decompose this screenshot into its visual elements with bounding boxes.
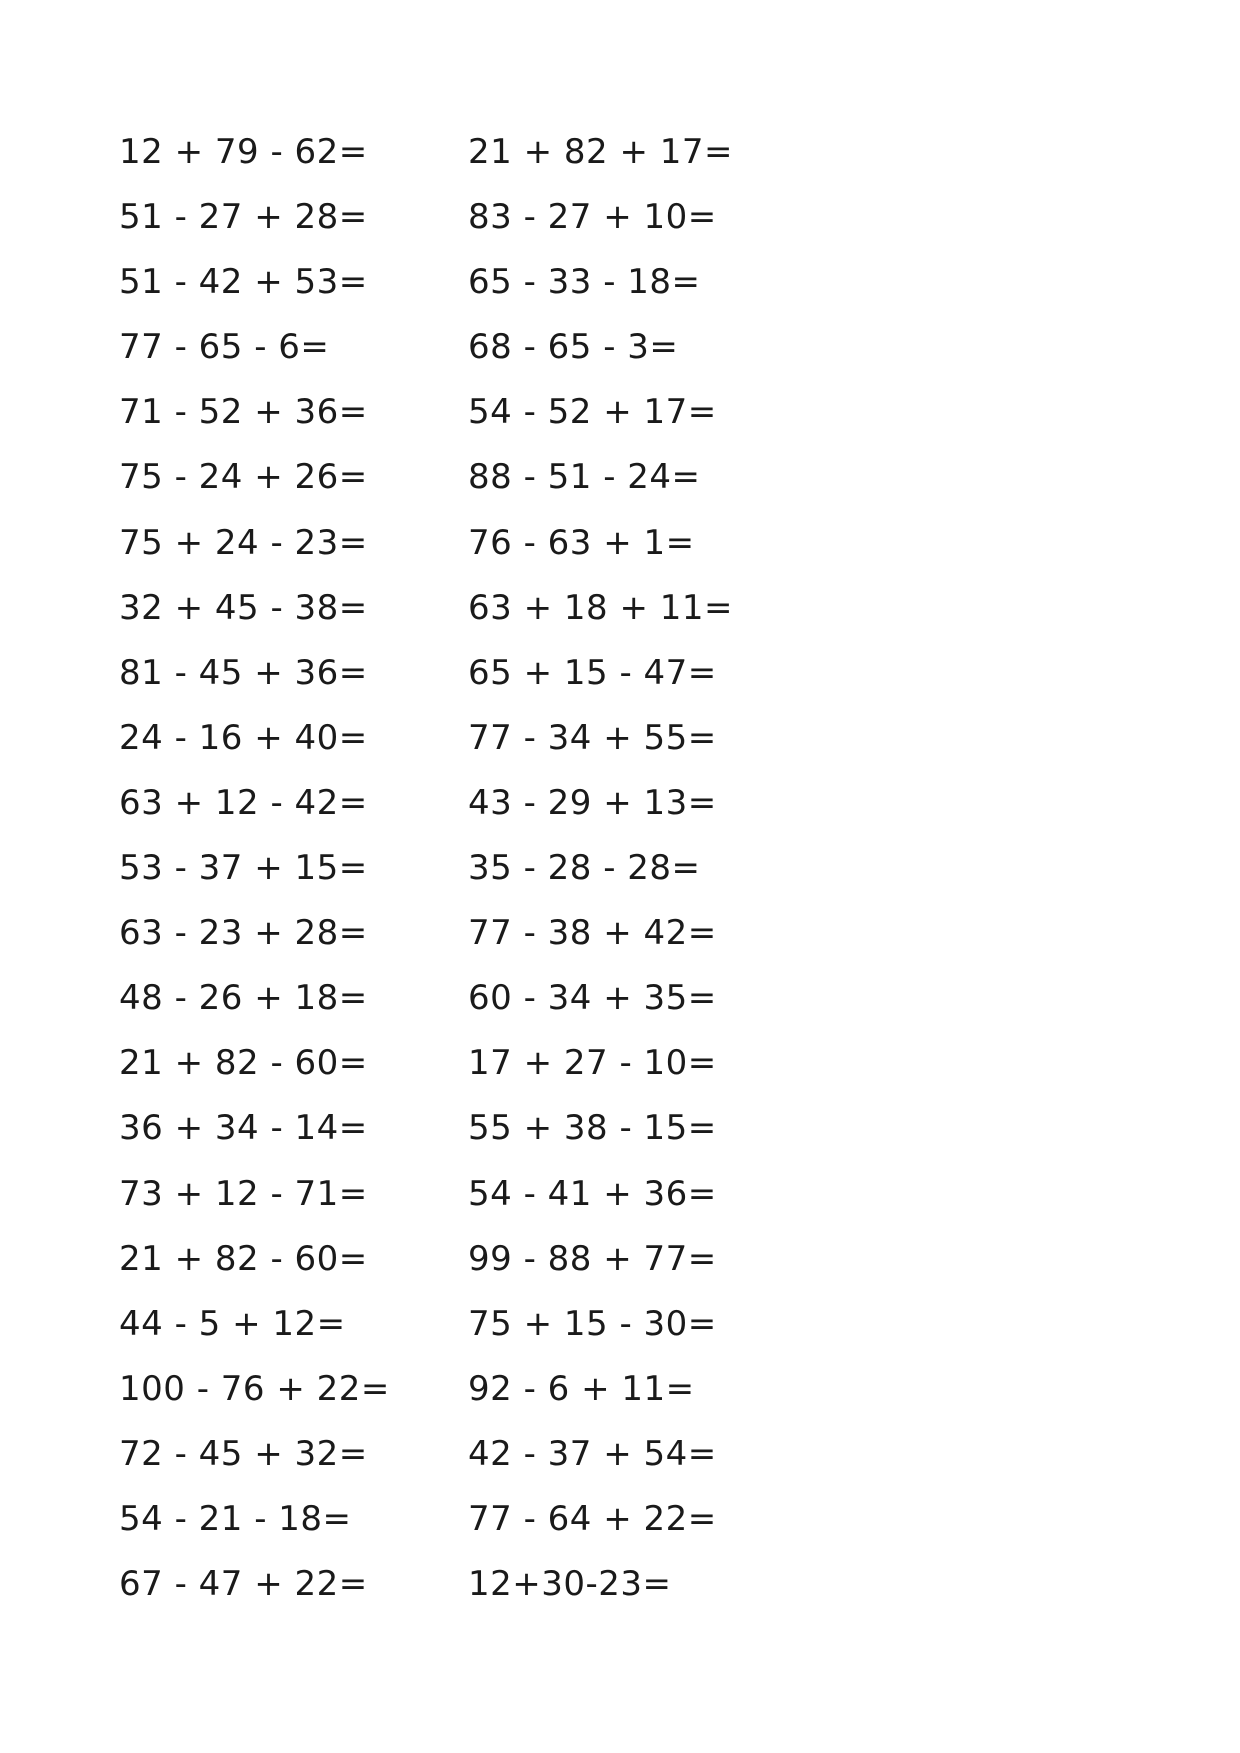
math-problem: 48 - 26 + 18= — [119, 978, 368, 1019]
math-problem: 75 - 24 + 26= — [119, 457, 368, 498]
math-problem: 54 - 41 + 36= — [468, 1173, 717, 1214]
math-problem: 12+30-23= — [468, 1564, 672, 1605]
math-problem: 21 + 82 - 60= — [119, 1043, 368, 1084]
math-problem: 21 + 82 + 17= — [468, 132, 733, 172]
math-problem: 12 + 79 - 62= — [119, 132, 368, 172]
math-problem: 32 + 45 - 38= — [119, 587, 368, 628]
math-problem: 53 - 37 + 15= — [119, 848, 368, 889]
math-problem: 77 - 64 + 22= — [468, 1498, 717, 1539]
math-problem: 76 - 63 + 1= — [468, 522, 695, 563]
math-problem: 77 - 65 - 6= — [119, 327, 330, 368]
math-problem: 100 - 76 + 22= — [119, 1368, 390, 1409]
math-problem: 65 - 33 - 18= — [468, 262, 701, 303]
math-problem: 81 - 45 + 36= — [119, 652, 368, 693]
math-problem: 55 + 38 - 15= — [468, 1108, 717, 1149]
math-problem: 77 - 34 + 55= — [468, 717, 717, 758]
math-problem: 36 + 34 - 14= — [119, 1108, 368, 1149]
math-problem: 77 - 38 + 42= — [468, 913, 717, 954]
math-problem: 68 - 65 - 3= — [468, 327, 679, 368]
math-problem: 83 - 27 + 10= — [468, 197, 717, 238]
left-problem-column — [119, 120, 390, 1617]
math-problem: 75 + 24 - 23= — [119, 522, 368, 563]
math-problem: 63 + 12 - 42= — [119, 782, 368, 823]
math-problem: 63 + 18 + 11= — [468, 587, 733, 628]
right-problem-column — [468, 120, 733, 1617]
math-problem: 60 - 34 + 35= — [468, 978, 717, 1019]
math-problem: 92 - 6 + 11= — [468, 1368, 695, 1409]
math-problem: 63 - 23 + 28= — [119, 913, 368, 954]
math-problem: 21 + 82 - 60= — [119, 1238, 368, 1279]
math-problem: 67 - 47 + 22= — [119, 1564, 368, 1605]
math-problem: 54 - 21 - 18= — [119, 1498, 352, 1539]
math-problem: 51 - 27 + 28= — [119, 197, 368, 238]
math-problem: 72 - 45 + 32= — [119, 1433, 368, 1474]
math-problem: 44 - 5 + 12= — [119, 1303, 346, 1344]
math-problem: 73 + 12 - 71= — [119, 1173, 368, 1214]
math-problem: 99 - 88 + 77= — [468, 1238, 717, 1279]
math-problem: 42 - 37 + 54= — [468, 1433, 717, 1474]
math-problem: 17 + 27 - 10= — [468, 1043, 717, 1084]
math-problem: 75 + 15 - 30= — [468, 1303, 717, 1344]
math-problem: 88 - 51 - 24= — [468, 457, 701, 498]
math-problem: 54 - 52 + 17= — [468, 392, 717, 433]
math-problem: 65 + 15 - 47= — [468, 652, 717, 693]
math-problem: 71 - 52 + 36= — [119, 392, 368, 433]
math-problem: 24 - 16 + 40= — [119, 717, 368, 758]
math-problem: 35 - 28 - 28= — [468, 848, 701, 889]
math-problem: 43 - 29 + 13= — [468, 782, 717, 823]
math-problem: 51 - 42 + 53= — [119, 262, 368, 303]
